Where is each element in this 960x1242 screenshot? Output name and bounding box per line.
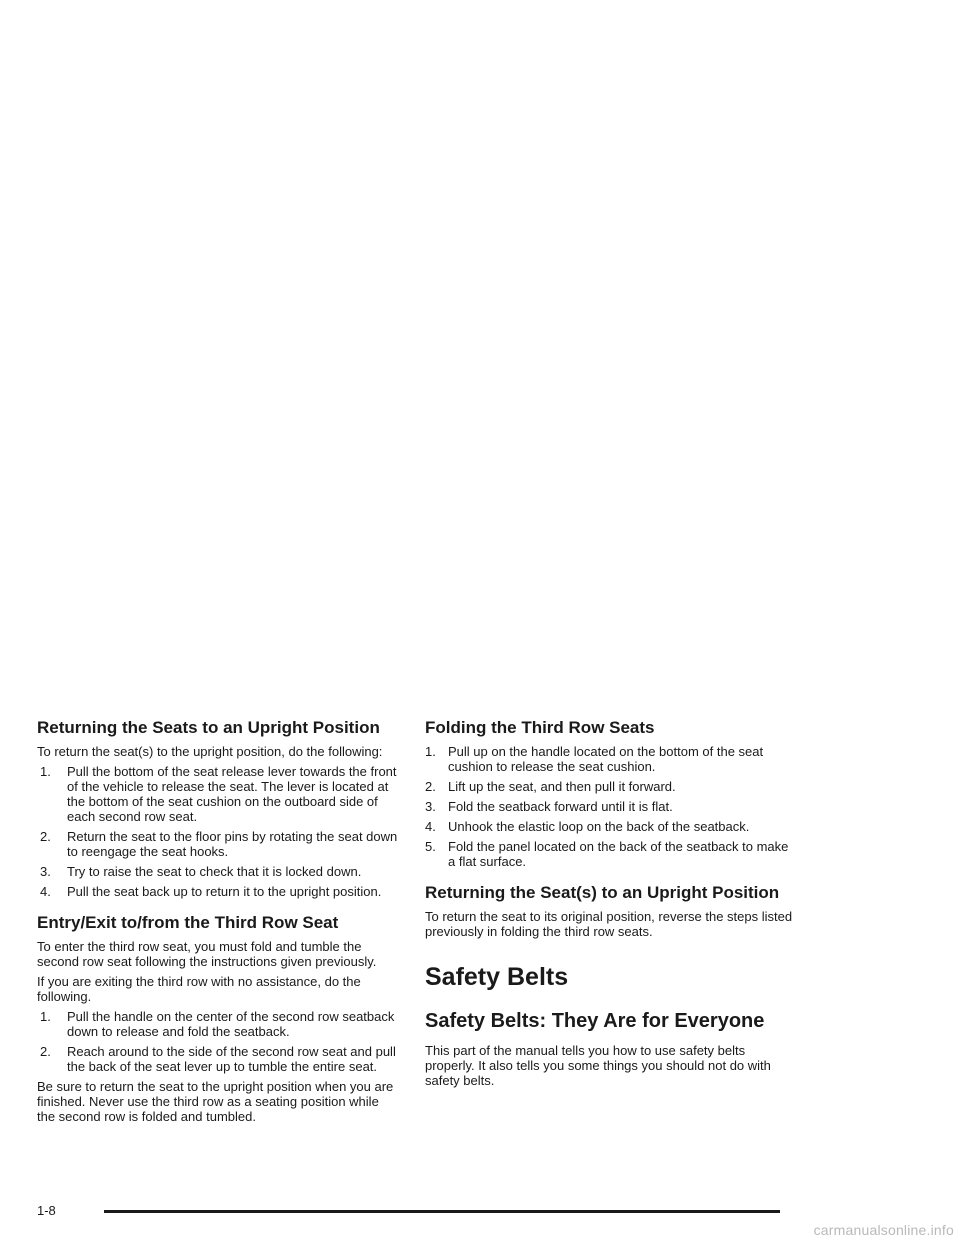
section-heading-returning-seats: Returning the Seats to an Upright Position (37, 718, 380, 737)
step-text: Return the seat to the floor pins by rotating the seat down to reengage the seat hooks. (67, 829, 398, 859)
step-number: 1. (40, 1009, 51, 1024)
paragraph-returning-third-row: To return the seat to its original position, reverse the steps listed previously in folding the third row seats. (425, 909, 793, 939)
list-item (40, 1009, 399, 1039)
list-item (40, 884, 399, 899)
step-text: Lift up the seat, and then pull it forward. (448, 779, 676, 794)
step-text: Pull the seat back up to return it to the upright position. (67, 884, 382, 899)
paragraph-safety-belts: This part of the manual tells you how to use safety belts properly. It also tells you some things you should not do with safety belts. (425, 1043, 771, 1088)
step-number: 4. (40, 884, 51, 899)
section-heading-entry-exit: Entry/Exit to/from the Third Row Seat (37, 913, 339, 932)
steps-returning-seats (40, 764, 399, 899)
footer-divider (104, 1210, 780, 1213)
step-number: 1. (40, 764, 51, 779)
list-item (425, 819, 795, 834)
list-item (425, 779, 795, 794)
right-column (425, 718, 795, 1093)
paragraph-entry-1: To enter the third row seat, you must fold and tumble the second row seat following the instructions given previously. (37, 939, 377, 969)
watermark-logo: carmanualsonline.info (813, 1222, 954, 1238)
step-text: Unhook the elastic loop on the back of the seatback. (448, 819, 750, 834)
step-text: Pull the bottom of the seat release lever towards the front of the vehicle to release the seat. The lever is located at the bottom of the seat cushion on the outboard side of each second row seat. (67, 764, 397, 824)
step-number: 4. (425, 819, 436, 834)
step-text: Fold the seatback forward until it is flat. (448, 799, 673, 814)
step-number: 3. (425, 799, 436, 814)
step-text: Pull the handle on the center of the second row seatback down to release and fold the seatback. (67, 1009, 395, 1039)
steps-folding-third-row (425, 744, 795, 869)
list-item (40, 1044, 399, 1074)
list-item (40, 864, 399, 879)
chapter-heading-safety-belts: Safety Belts (425, 963, 569, 991)
step-number: 5. (425, 839, 436, 854)
step-text: Reach around to the side of the second row seat and pull the back of the seat lever up to tumble the entire seat. (67, 1044, 396, 1074)
step-number: 1. (425, 744, 436, 759)
step-text: Try to raise the seat to check that it is locked down. (67, 864, 362, 879)
step-number: 2. (40, 829, 51, 844)
section-heading-safety-belts-everyone: Safety Belts: They Are for Everyone (425, 1010, 765, 1032)
steps-entry-exit (40, 1009, 399, 1074)
list-item (40, 764, 399, 824)
page-number: 1-8 (37, 1203, 56, 1218)
list-item (425, 744, 795, 774)
section-heading-returning-third-row: Returning the Seat(s) to an Upright Position (425, 883, 780, 902)
step-number: 2. (425, 779, 436, 794)
step-number: 2. (40, 1044, 51, 1059)
paragraph-entry-3: Be sure to return the seat to the upright position when you are finished. Never use the third row as a seating position while the second row is folded and tumbled. (37, 1079, 394, 1124)
paragraph-entry-2: If you are exiting the third row with no assistance, do the following. (37, 974, 361, 1004)
step-text: Fold the panel located on the back of the seatback to make a flat surface. (448, 839, 789, 869)
step-number: 3. (40, 864, 51, 879)
list-item (425, 839, 795, 869)
step-text: Pull up on the handle located on the bottom of the seat cushion to release the seat cushion. (448, 744, 764, 774)
list-item (425, 799, 795, 814)
section-heading-folding-third-row: Folding the Third Row Seats (425, 718, 655, 737)
left-column (37, 718, 399, 1129)
paragraph-returning-intro: To return the seat(s) to the upright position, do the following: (37, 744, 383, 759)
list-item (40, 829, 399, 859)
